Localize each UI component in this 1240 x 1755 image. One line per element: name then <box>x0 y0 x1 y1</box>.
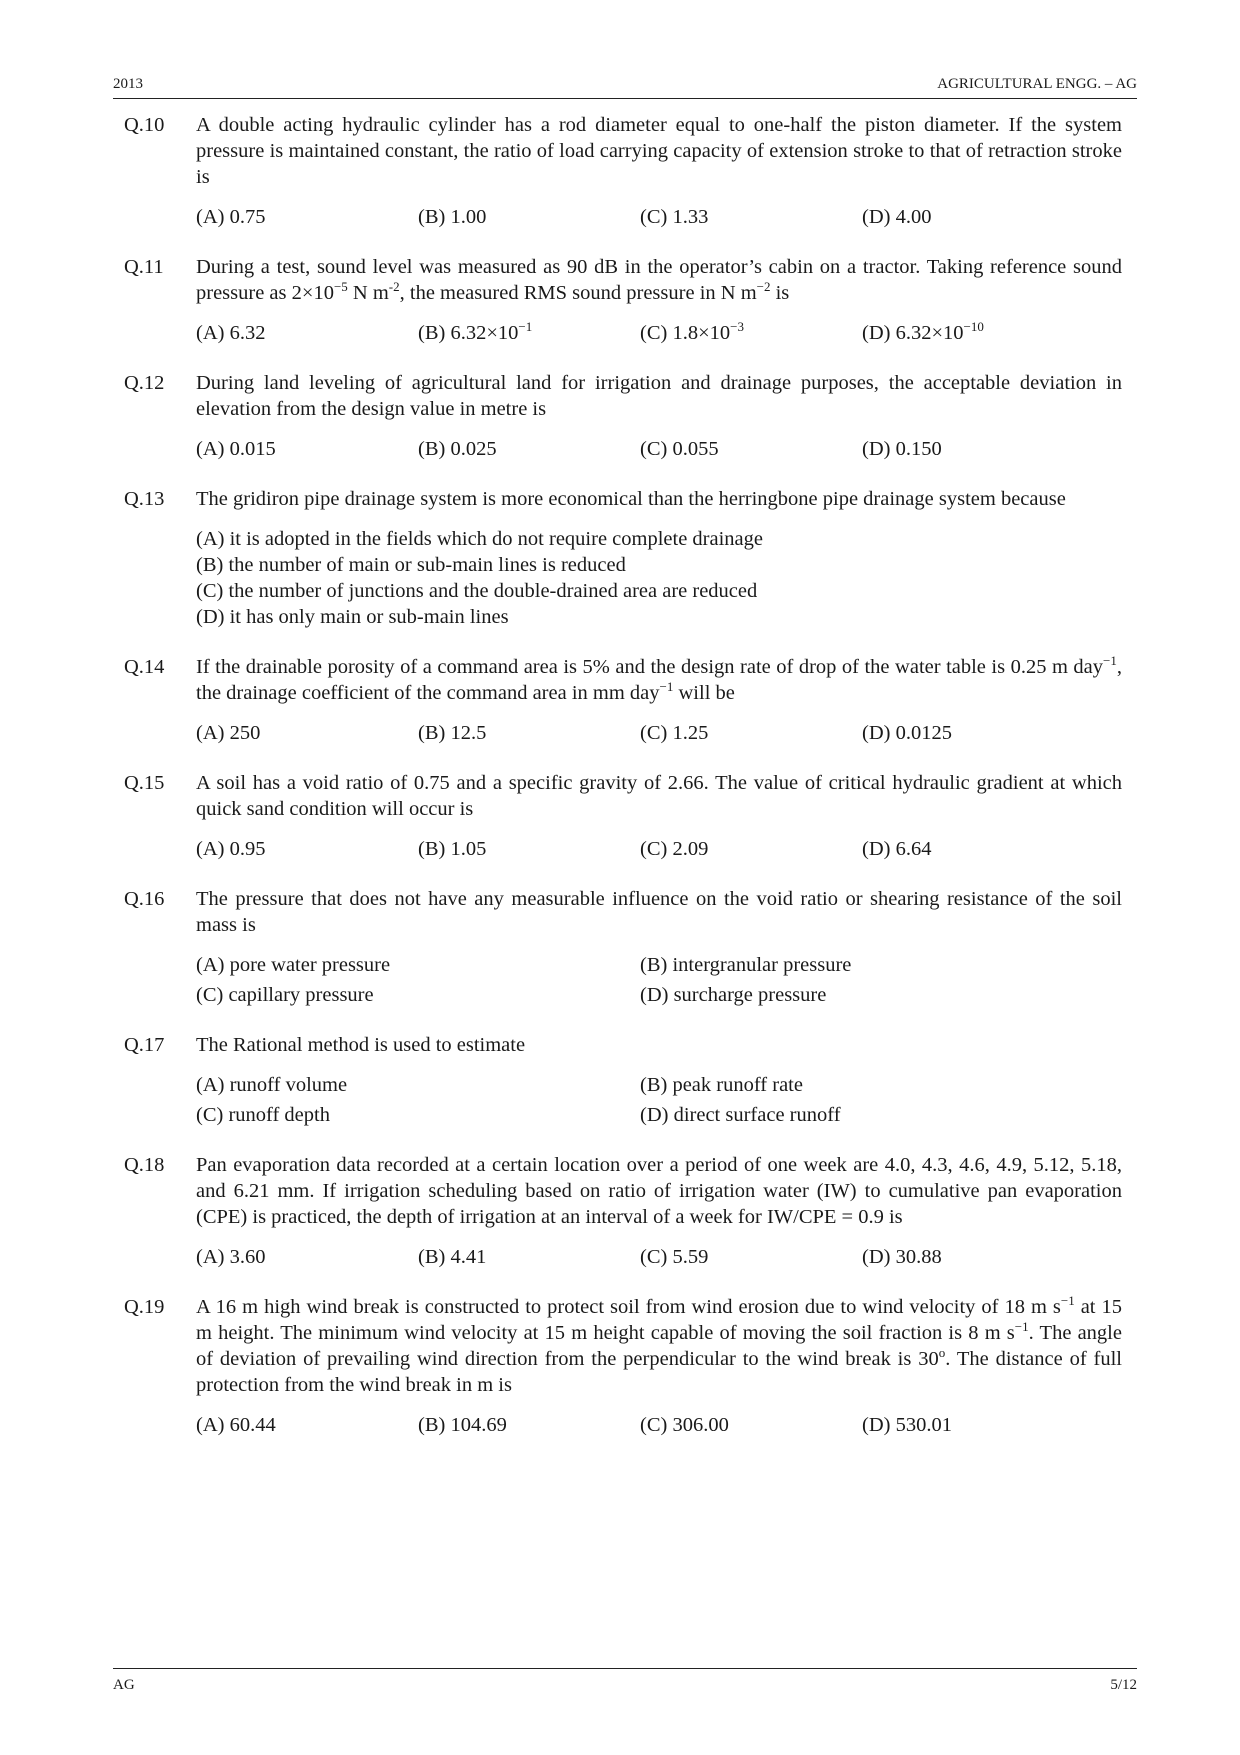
option-b: (B) 1.00 <box>418 206 487 228</box>
option-b: (B) 4.41 <box>418 1246 487 1268</box>
option-c: (C) 306.00 <box>640 1414 729 1436</box>
text-part: A 16 m high wind break is constructed to protect soil from wind erosion due to wind velocity of 18 m s <box>196 1296 1061 1318</box>
options <box>196 526 1122 630</box>
question-10 <box>124 112 1122 230</box>
superscript: -2 <box>388 279 400 295</box>
option-d: (D) 0.150 <box>862 438 942 460</box>
options <box>196 952 1122 1008</box>
superscript: o <box>938 1345 946 1361</box>
option-c: (C) the number of junctions and the double-drained area are reduced <box>196 580 758 602</box>
question-list <box>124 112 1122 1462</box>
question-number: Q.17 <box>124 1034 165 1056</box>
question-text: The Rational method is used to estimate <box>196 1034 526 1056</box>
question-number: Q.16 <box>124 888 165 910</box>
superscript: −1 <box>1014 1319 1029 1335</box>
text-part: During a test, sound level was measured as 90 dB in the operator’s cabin on a tractor. Taking reference sound pressure as 2×10 <box>196 256 1122 304</box>
option-a: (A) 3.60 <box>196 1246 266 1268</box>
option-d: (D) it has only main or sub-main lines <box>196 606 509 628</box>
option-c: (C) 2.09 <box>640 838 709 860</box>
question-19 <box>124 1294 1122 1438</box>
option-b: (B) 12.5 <box>418 722 487 744</box>
question-17 <box>124 1032 1122 1128</box>
superscript: −2 <box>756 279 771 295</box>
question-number: Q.10 <box>124 114 165 136</box>
options <box>196 836 1122 862</box>
option-a <box>196 320 418 346</box>
superscript: −1 <box>1060 1293 1075 1309</box>
question-number: Q.13 <box>124 488 165 510</box>
option-a: (A) 0.95 <box>196 838 266 860</box>
question-14 <box>124 654 1122 746</box>
text-part: , the drainage coefficient of the command area in mm day <box>196 656 1122 704</box>
text-part: , the measured RMS sound pressure in N m <box>399 282 757 304</box>
option-c: (C) capillary pressure <box>196 984 374 1006</box>
question-text: Pan evaporation data recorded at a certain location over a period of one week are 4.0, 4.3, 4.6, 4.9, 5.12, 5.18, and 6.21 mm. If irrigation scheduling based on ratio of irrigation water (IW) to cumulative pan evaporation (CPE) is practiced, the depth of irrigation at an interval of a week for IW/CPE = 0.9 is <box>196 1154 1122 1228</box>
page-number: 5/12 <box>1110 1677 1137 1693</box>
option-base: (C) 1.8×10 <box>640 322 731 344</box>
question-11 <box>124 254 1122 346</box>
options <box>196 1244 1122 1270</box>
option-c: (C) 5.59 <box>640 1246 709 1268</box>
options <box>196 1412 1122 1438</box>
options <box>196 320 1122 346</box>
option-a: (A) 250 <box>196 722 261 744</box>
option-d: (D) 530.01 <box>862 1414 952 1436</box>
question-16 <box>124 886 1122 1008</box>
question-text: A soil has a void ratio of 0.75 and a specific gravity of 2.66. The value of critical hydraulic gradient at which quick sand condition will occur is <box>196 772 1122 820</box>
option-b: (B) peak runoff rate <box>640 1074 803 1096</box>
superscript: −5 <box>333 279 348 295</box>
question-number: Q.12 <box>124 372 165 394</box>
question-text <box>196 254 1122 306</box>
options <box>196 436 1122 462</box>
question-text: During land leveling of agricultural land for irrigation and drainage purposes, the acceptable deviation in elevation from the design value in metre is <box>196 372 1122 420</box>
option-d: (D) 30.88 <box>862 1246 942 1268</box>
option-b: (B) the number of main or sub-main lines is reduced <box>196 554 626 576</box>
superscript: −1 <box>659 679 674 695</box>
question-text <box>196 654 1122 706</box>
question-text <box>196 1294 1122 1398</box>
text-part: . The distance of full protection from the wind break in m is <box>196 1348 1122 1396</box>
option-a: (A) pore water pressure <box>196 954 391 976</box>
option-d: (D) 4.00 <box>862 206 932 228</box>
option-b <box>418 320 640 346</box>
text-part: is <box>770 282 790 304</box>
page-footer <box>113 1668 1137 1693</box>
option-base: (A) 6.32 <box>196 322 266 344</box>
question-12 <box>124 370 1122 462</box>
option-c: (C) 1.25 <box>640 722 709 744</box>
options <box>196 204 1122 230</box>
option-d: (D) direct surface runoff <box>640 1104 841 1126</box>
option-d: (D) surcharge pressure <box>640 984 827 1006</box>
question-number: Q.19 <box>124 1296 165 1318</box>
question-text: A double acting hydraulic cylinder has a rod diameter equal to one-half the piston diameter. If the system pressure is maintained constant, the ratio of load carrying capacity of extension stroke to that of retraction stroke is <box>196 114 1122 188</box>
option-c: (C) 0.055 <box>640 438 719 460</box>
option-c <box>640 320 862 346</box>
text-part: If the drainable porosity of a command area is 5% and the design rate of drop of the water table is 0.25 m day <box>196 656 1104 678</box>
question-number: Q.15 <box>124 772 165 794</box>
options <box>196 1072 1122 1128</box>
option-b: (B) 104.69 <box>418 1414 507 1436</box>
option-b: (B) 0.025 <box>418 438 497 460</box>
option-d: (D) 6.64 <box>862 838 932 860</box>
superscript: −10 <box>963 319 984 335</box>
option-b: (B) 1.05 <box>418 838 487 860</box>
option-c: (C) 1.33 <box>640 206 709 228</box>
question-15 <box>124 770 1122 862</box>
question-13 <box>124 486 1122 630</box>
option-base: (D) 6.32×10 <box>862 322 964 344</box>
options <box>196 720 1122 746</box>
question-number: Q.18 <box>124 1154 165 1176</box>
exam-year: 2013 <box>113 76 143 92</box>
option-a: (A) 60.44 <box>196 1414 276 1436</box>
question-number: Q.14 <box>124 656 165 678</box>
superscript: −3 <box>730 319 744 335</box>
superscript: −1 <box>518 319 533 335</box>
option-d <box>862 320 1084 346</box>
paper-code: AG <box>113 1677 135 1693</box>
text-part: will be <box>673 682 735 704</box>
text-part: N m <box>347 282 389 304</box>
question-18 <box>124 1152 1122 1270</box>
exam-subject: AGRICULTURAL ENGG. – AG <box>937 76 1137 92</box>
question-text: The pressure that does not have any measurable influence on the void ratio or shearing resistance of the soil mass is <box>196 888 1122 936</box>
question-number: Q.11 <box>124 256 164 278</box>
question-text: The gridiron pipe drainage system is more economical than the herringbone pipe drainage system because <box>196 488 1066 510</box>
option-d: (D) 0.0125 <box>862 722 952 744</box>
option-a: (A) it is adopted in the fields which do not require complete drainage <box>196 528 763 550</box>
option-a: (A) 0.015 <box>196 438 276 460</box>
option-a: (A) runoff volume <box>196 1074 348 1096</box>
text-part: at 15 m height. The minimum wind velocity at 15 m height capable of moving the soil fraction is 8 m s <box>196 1296 1122 1344</box>
superscript: −1 <box>1103 653 1117 669</box>
option-b: (B) intergranular pressure <box>640 954 852 976</box>
option-a: (A) 0.75 <box>196 206 266 228</box>
text-part: . The angle of deviation of prevailing wind direction from the perpendicular to the wind break is 30 <box>196 1322 1122 1370</box>
page-header <box>113 72 1137 99</box>
option-c: (C) runoff depth <box>196 1104 330 1126</box>
option-base: (B) 6.32×10 <box>418 322 519 344</box>
